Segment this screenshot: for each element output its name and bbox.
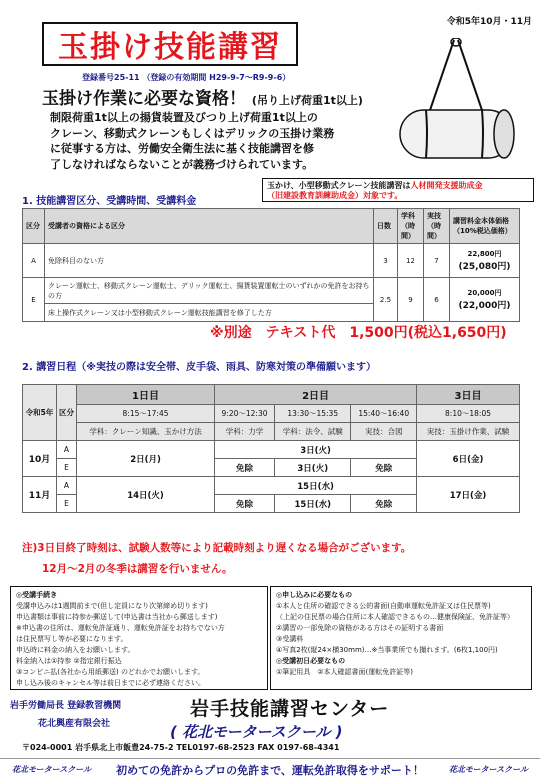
course-table — [22, 208, 520, 322]
subject-cell: 学科：クレーン知識、玉かけ方法 — [77, 423, 215, 441]
subsidy-line2: （旧建設教育訓練助成金）対象です。 — [267, 191, 403, 200]
kubun-cell: 区分 — [57, 385, 77, 441]
subjects-row — [23, 423, 520, 441]
day1-header: 1日目 — [77, 385, 215, 405]
col-header: 講習料金本体価格（10%税込価格） — [450, 209, 520, 244]
procedure-line: ③コンビニ払(各社から用紙郵送) のどれかでお願いします。 — [16, 668, 205, 676]
lecture-cell: 9 — [398, 278, 424, 322]
title-box — [42, 22, 298, 66]
subject-cell: 学科：力学 — [215, 423, 275, 441]
footer-banner — [0, 758, 540, 780]
course-table-header — [23, 209, 520, 244]
price-cell — [450, 278, 520, 322]
table-row — [23, 477, 520, 495]
desc-cell: 床上操作式クレーン又は小型移動式クレーン運転技能講習を修了した方 — [45, 304, 374, 322]
col-header: 日数 — [374, 209, 398, 244]
requirements-line: ②講習の一部免除の資格がある方はその証明する書面 — [276, 624, 444, 632]
desc-cell: クレーン運転士、移動式クレーン運転士、デリック運転士、揚貨装置運転士のいずれかの免許をお持ちの方 — [45, 278, 374, 304]
kubun-a: A — [57, 441, 77, 459]
winter-notice: 12月～2月の冬季は講習を行いません。 — [42, 563, 233, 575]
col-header: 区分 — [23, 209, 45, 244]
times-row — [23, 405, 520, 423]
price-tax: (25,080円) — [458, 262, 511, 272]
school-logo-left: 花北モータースクール — [12, 765, 92, 774]
slogan: 初めての免許からプロの免許まで、運転免許取得をサポート！ — [116, 763, 424, 777]
procedure-box — [10, 586, 268, 690]
col-header: 受講者の資格による区分 — [45, 209, 374, 244]
first-day-line: ①筆記用具 ②本人確認書面(運転免許証等) — [276, 668, 414, 676]
days-cell: 2.5 — [374, 278, 398, 322]
table-row — [23, 244, 520, 278]
kubun-e: E — [57, 495, 77, 513]
exempt-cell: 免除 — [215, 495, 275, 513]
center-name: 岩手技能講習センター — [190, 698, 390, 720]
issue-date: 令和5年10月・11月 — [446, 17, 532, 27]
day2-date: 3日(火) — [215, 441, 417, 459]
procedure-line: 申し込み後のキャンセル等は前日までに必ず連絡ください。 — [16, 679, 205, 687]
subject-cell: 実技：玉掛け作業、試験 — [417, 423, 520, 441]
kubun-e: E — [57, 459, 77, 477]
requirements-line: ①本人と住所の確認できる公的書面(自動車運転免許証又は住民票等) — [276, 602, 491, 610]
intro-line: に従事する方は、労働安全衛生法に基く技能講習を修 — [50, 142, 314, 155]
intro-line: クレーン、移動式クレーンもしくはデリックの玉掛け業務 — [50, 126, 335, 140]
procedure-line: 申込書類は事前に持参か郵送して(申込書は当社から郵送します) — [16, 613, 218, 621]
time-cell: 9:20～12:30 — [215, 405, 275, 423]
subsidy-box — [262, 178, 534, 202]
day2-date-e: 15日(水) — [275, 495, 351, 513]
headline-sub: (吊り上げ荷重1t以上) — [251, 94, 363, 107]
exempt-cell: 免除 — [351, 459, 417, 477]
schedule-header — [23, 385, 520, 405]
practical-cell: 7 — [424, 244, 450, 278]
practical-cell: 6 — [424, 278, 450, 322]
procedure-line: は住民票写し等が必要になります。 — [16, 635, 128, 643]
page-title: 玉掛け技能講習 — [58, 30, 282, 65]
price-tax: (22,000円) — [458, 301, 511, 311]
requirements-box — [270, 586, 532, 690]
day1-date: 14日(火) — [77, 477, 215, 513]
headline-main: 玉掛け作業に必要な資格！ — [42, 89, 246, 109]
procedure-line: 受講申込みは1週間前まで(但し定員になり次第締め切ります) — [16, 602, 208, 610]
day1-date: 2日(月) — [77, 441, 215, 477]
intro-text — [50, 110, 370, 172]
price: 20,000円 — [467, 289, 502, 297]
price-cell — [450, 244, 520, 278]
school-logo-right: 花北モータースクール — [448, 765, 528, 774]
sling-illustration — [386, 38, 526, 178]
address: 〒024-0001 岩手県北上市飯豊24-75-2 TEL0197-68-2523 FAX 0197-68-4341 — [22, 743, 340, 752]
code-cell: A — [23, 244, 45, 278]
end-time-notice: 注)3日目終了時刻は、試験人数等により記載時刻より遅くなる場合がございます。 — [22, 542, 412, 554]
section2-title: 2. 講習日程（※実技の際は安全帯、皮手袋、雨具、防寒対策の準備願います） — [22, 362, 376, 373]
year-cell: 令和5年 — [23, 385, 57, 441]
month-cell: 11月 — [23, 477, 57, 513]
first-day-title: ◎受講初日必要なもの — [276, 657, 346, 665]
time-cell: 8:10～18:05 — [417, 405, 520, 423]
days-cell: 3 — [374, 244, 398, 278]
month-cell: 10月 — [23, 441, 57, 477]
requirements-line: ③受講料 — [276, 635, 304, 643]
kubun-a: A — [57, 477, 77, 495]
exempt-cell: 免除 — [351, 495, 417, 513]
org-registration: 岩手労働局長 登録教習機関 — [10, 701, 122, 711]
day2-header: 2日目 — [215, 385, 417, 405]
procedure-line: 申込時に料金の納入をお願いします。 — [16, 646, 135, 654]
time-cell: 13:30～15:35 — [275, 405, 351, 423]
time-cell: 15:40～16:40 — [351, 405, 417, 423]
lecture-cell: 12 — [398, 244, 424, 278]
day3-header: 3日目 — [417, 385, 520, 405]
day2-date: 15日(水) — [215, 477, 417, 495]
headline — [42, 84, 363, 109]
subsidy-highlight: 人材開発支援助成金 — [410, 181, 483, 190]
desc-cell: 免除科目のない方 — [45, 244, 374, 278]
exempt-cell: 免除 — [215, 459, 275, 477]
intro-line: 了しなければならないことが義務づけられています。 — [50, 157, 314, 171]
code-cell: E — [23, 278, 45, 322]
procedure-line: 料金納入は①持参 ②指定銀行振込 — [16, 657, 122, 665]
subsidy-text: 玉かけ、小型移動式クレーン技能講習は — [267, 181, 411, 190]
procedure-title: ◎受講手続き — [16, 591, 58, 599]
intro-line: 制限荷重1t以上の揚貨装置及びつり上げ荷重1t以上の — [50, 111, 318, 124]
table-row — [23, 441, 520, 459]
day2-date-e: 3日(火) — [275, 459, 351, 477]
col-header: 学科（時間） — [398, 209, 424, 244]
school-name: ( 花北モータースクール ) — [170, 723, 343, 741]
requirements-line: （上記の住民票の場合住所に本人確認できるもの…健康保険証、免許証等） — [276, 613, 514, 621]
subject-cell: 実技：合図 — [351, 423, 417, 441]
table-row — [23, 278, 520, 304]
org-company: 花北興産有限会社 — [38, 719, 111, 729]
price: 22,800円 — [467, 250, 502, 258]
requirements-title: ◎申し込みに必要なもの — [276, 591, 353, 599]
section1-title: 1. 技能講習区分、受講時間、受講料金 — [22, 196, 197, 207]
col-header: 実技（時間） — [424, 209, 450, 244]
day3-date: 17日(金) — [417, 477, 520, 513]
day3-date: 6日(金) — [417, 441, 520, 477]
subject-cell: 学科：法令、試験 — [275, 423, 351, 441]
requirements-line: ④写真2枚(縦24×横30mm)…※当事業所でも撮れます。(6枚1,100円) — [276, 646, 498, 654]
registration-number: 登録番号25-11 （登録の有効期間 H29-9-7～R9-9-6） — [82, 73, 291, 82]
schedule-table — [22, 384, 520, 513]
text-fee: ※別途 テキスト代 1,500円(税込1,650円) — [210, 325, 507, 341]
time-cell: 8:15～17:45 — [77, 405, 215, 423]
procedure-line: ※申込書の住所は、運転免許証通り、運転免許証をお持ちでない方 — [16, 624, 225, 632]
